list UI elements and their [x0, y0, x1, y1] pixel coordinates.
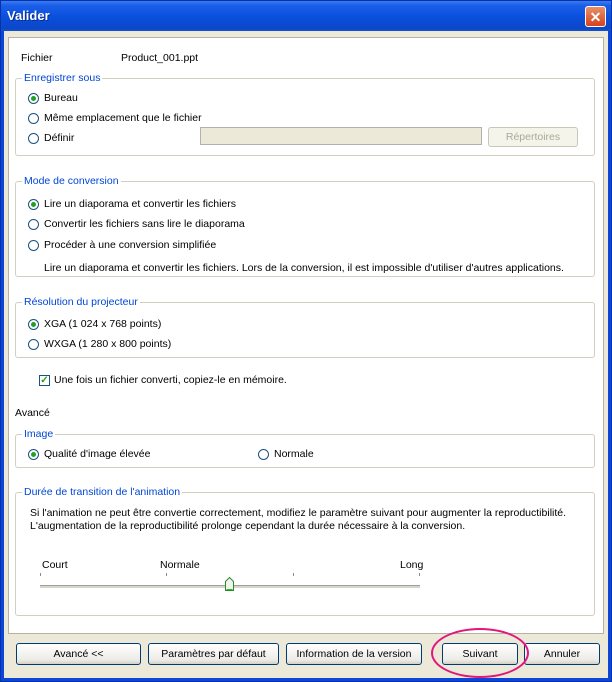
convert-without-play-label[interactable]: Convertir les fichiers sans lire le diaporama	[44, 218, 245, 230]
slider-label-normal: Normale	[160, 559, 200, 571]
dialog-client	[4, 31, 608, 678]
next-button-highlight	[431, 628, 529, 678]
transition-group	[15, 486, 595, 616]
slider-tick	[293, 573, 294, 576]
transition-slider[interactable]	[40, 571, 420, 601]
save-desktop-radio[interactable]	[28, 93, 39, 104]
simplified-conversion-radio[interactable]	[28, 240, 39, 251]
slider-thumb[interactable]	[225, 577, 234, 591]
browse-folders-button[interactable]: Répertoires	[488, 127, 578, 147]
transition-legend: Durée de transition de l'animation	[24, 486, 181, 498]
save-same-location-label[interactable]: Même emplacement que le fichier	[44, 112, 202, 124]
default-settings-button[interactable]: Paramètres par défaut	[148, 643, 279, 665]
file-name: Product_001.ppt	[121, 52, 199, 64]
save-path-input[interactable]	[200, 127, 482, 145]
close-icon: ✕	[589, 9, 602, 25]
xga-radio[interactable]	[28, 319, 39, 330]
advanced-heading: Avancé	[15, 407, 50, 419]
conversion-mode-group	[15, 175, 595, 277]
title-bar[interactable]	[1, 1, 611, 31]
slider-tick	[40, 573, 41, 576]
slider-label-long: Long	[400, 559, 424, 571]
save-as-legend: Enregistrer sous	[24, 72, 101, 84]
conversion-mode-legend: Mode de conversion	[24, 175, 119, 187]
image-group	[15, 428, 595, 468]
close-button[interactable]	[585, 6, 606, 27]
normal-quality-radio[interactable]	[258, 449, 269, 460]
transition-description-1: Si l'animation ne peut être convertie correctement, modifiez le paramètre suivant pour augmenter la reproductibilité.	[30, 507, 567, 519]
high-quality-radio[interactable]	[28, 449, 39, 460]
conversion-mode-description: Lire un diaporama et convertir les fichiers. Lors de la conversion, il est impossible d'utiliser d'autres applications.	[44, 262, 564, 274]
resolution-group	[15, 296, 595, 358]
xga-label[interactable]: XGA (1 024 x 768 points)	[44, 318, 162, 330]
copy-memory-label[interactable]: Une fois un fichier converti, copiez-le en mémoire.	[54, 374, 287, 386]
advanced-toggle-button[interactable]: Avancé <<	[16, 643, 141, 665]
file-label: Fichier	[21, 52, 53, 64]
slider-tick	[166, 573, 167, 576]
simplified-conversion-label[interactable]: Procéder à une conversion simplifiée	[44, 239, 217, 251]
resolution-legend: Résolution du projecteur	[24, 296, 138, 308]
save-define-label[interactable]: Définir	[44, 132, 75, 144]
play-and-convert-radio[interactable]	[28, 199, 39, 210]
play-and-convert-label[interactable]: Lire un diaporama et convertir les fichiers	[44, 198, 237, 210]
wxga-radio[interactable]	[28, 339, 39, 350]
main-panel	[8, 37, 604, 428]
transition-description-2: L'augmentation de la reproductibilité prolonge cependant la durée nécessaire à la conversion.	[30, 520, 466, 532]
save-define-radio[interactable]	[28, 133, 39, 144]
cancel-button[interactable]: Annuler	[524, 643, 600, 665]
save-desktop-label[interactable]: Bureau	[44, 92, 78, 104]
slider-label-short: Court	[42, 559, 68, 571]
slider-tick	[419, 573, 420, 576]
high-quality-label[interactable]: Qualité d'image élevée	[44, 448, 151, 460]
copy-memory-checkbox[interactable]: ✓	[40, 375, 49, 386]
save-as-group	[15, 72, 595, 156]
normal-quality-label[interactable]: Normale	[274, 448, 314, 460]
save-same-location-radio[interactable]	[28, 113, 39, 124]
image-legend: Image	[24, 428, 54, 440]
convert-without-play-radio[interactable]	[28, 219, 39, 230]
wxga-label[interactable]: WXGA (1 280 x 800 points)	[44, 338, 172, 350]
version-info-button[interactable]: Information de la version	[286, 643, 422, 665]
window-title: Valider	[7, 8, 50, 23]
next-button[interactable]: Suivant	[442, 643, 518, 665]
advanced-panel	[8, 398, 604, 634]
